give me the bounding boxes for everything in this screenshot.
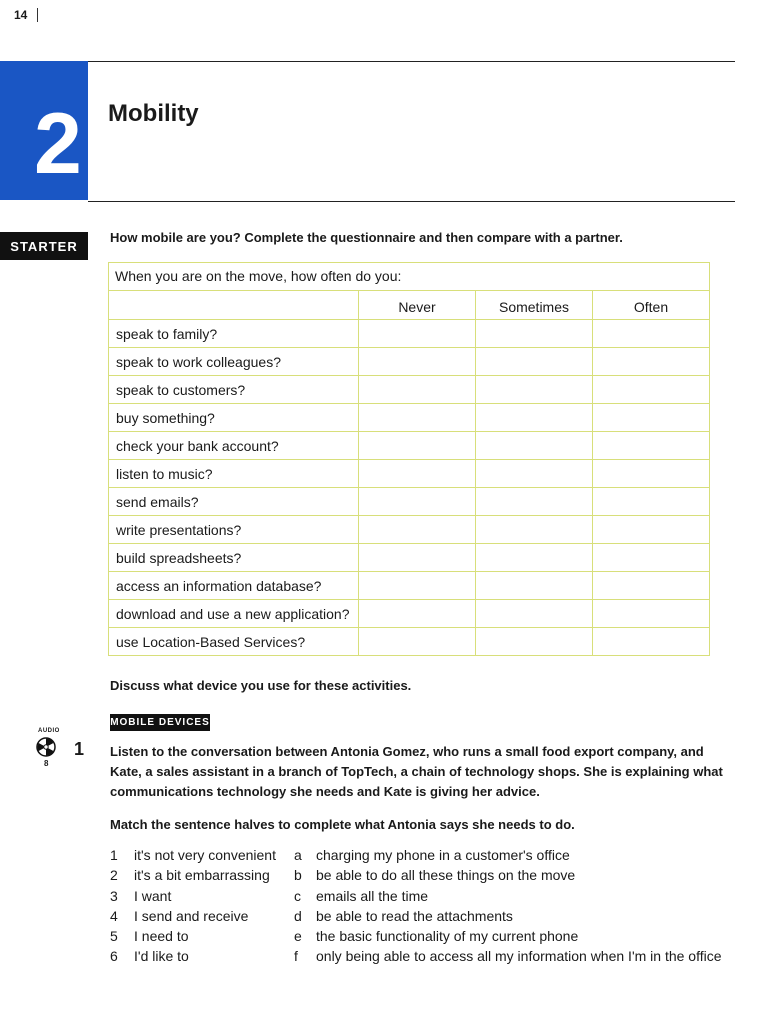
row-divider bbox=[109, 319, 709, 320]
row-label: use Location-Based Services? bbox=[116, 634, 306, 650]
match-instruction: Match the sentence halves to complete what Antonia says she needs to do. bbox=[110, 817, 575, 832]
row-divider bbox=[109, 403, 709, 404]
right-item-letter: e bbox=[294, 928, 302, 944]
left-item-text: I send and receive bbox=[134, 908, 249, 924]
header-rule-bottom bbox=[88, 201, 735, 202]
right-item-letter: f bbox=[294, 948, 298, 964]
row-label: check your bank account? bbox=[116, 438, 279, 454]
left-item-number: 2 bbox=[110, 867, 118, 883]
left-item-number: 5 bbox=[110, 928, 118, 944]
row-label: speak to family? bbox=[116, 326, 218, 342]
column-header-often: Often bbox=[633, 299, 669, 315]
row-divider bbox=[109, 375, 709, 376]
row-divider bbox=[109, 431, 709, 432]
right-item-text: the basic functionality of my current phone bbox=[316, 928, 579, 944]
audio-track-number: 8 bbox=[44, 759, 49, 768]
questionnaire-title: When you are on the move, how often do you: bbox=[109, 263, 709, 291]
column-divider bbox=[358, 291, 359, 655]
right-item-text: emails all the time bbox=[316, 888, 429, 904]
row-divider bbox=[109, 627, 709, 628]
row-label: download and use a new application? bbox=[116, 606, 350, 622]
row-label: listen to music? bbox=[116, 466, 213, 482]
row-divider bbox=[109, 487, 709, 488]
left-item-number: 6 bbox=[110, 948, 118, 964]
page-number-divider bbox=[37, 8, 38, 22]
column-header-never: Never bbox=[398, 299, 436, 315]
right-item-text: charging my phone in a customer's office bbox=[316, 847, 570, 863]
row-divider bbox=[109, 599, 709, 600]
row-divider bbox=[109, 347, 709, 348]
exercise-text: Listen to the conversation between Antonia Gomez, who runs a small food export company, and Kate, a sales assistant in a branch of TopTech, a chain of technology shops. She is explaining what communications technology she needs and Kate is giving her advice. bbox=[110, 744, 723, 799]
row-label: access an information database? bbox=[116, 578, 322, 594]
left-item-text: I want bbox=[134, 888, 172, 904]
column-divider bbox=[475, 291, 476, 655]
row-label: buy something? bbox=[116, 410, 215, 426]
right-item-letter: d bbox=[294, 908, 302, 924]
left-item-text: it's not very convenient bbox=[134, 847, 276, 863]
starter-instruction: How mobile are you? Complete the questionnaire and then compare with a partner. bbox=[110, 230, 623, 245]
row-divider bbox=[109, 543, 709, 544]
chapter-title: Mobility bbox=[108, 100, 199, 127]
audio-label: AUDIO bbox=[38, 728, 60, 734]
starter-label: STARTER bbox=[0, 232, 88, 260]
row-label: build spreadsheets? bbox=[116, 550, 242, 566]
page-number: 14 bbox=[14, 8, 28, 22]
right-item-letter: c bbox=[294, 888, 301, 904]
row-label: send emails? bbox=[116, 494, 199, 510]
discuss-instruction: Discuss what device you use for these activities. bbox=[110, 678, 412, 693]
right-item-text: only being able to access all my information when I'm in the office bbox=[316, 948, 722, 964]
exercise-number: 1 bbox=[74, 739, 85, 759]
row-divider bbox=[109, 459, 709, 460]
header-rule-top bbox=[88, 61, 735, 62]
chapter-block bbox=[0, 61, 88, 200]
left-item-text: I need to bbox=[134, 928, 189, 944]
right-item-letter: a bbox=[294, 847, 302, 863]
section-label: MOBILE DEVICES bbox=[110, 714, 210, 731]
left-item-number: 1 bbox=[110, 847, 118, 863]
left-item-text: it's a bit embarrassing bbox=[134, 867, 270, 883]
left-item-number: 3 bbox=[110, 888, 118, 904]
left-item-number: 4 bbox=[110, 908, 118, 924]
right-item-letter: b bbox=[294, 867, 302, 883]
column-header-sometimes: Sometimes bbox=[498, 299, 570, 315]
column-divider bbox=[592, 291, 593, 655]
row-divider bbox=[109, 571, 709, 572]
row-divider bbox=[109, 515, 709, 516]
row-label: speak to customers? bbox=[116, 382, 246, 398]
left-item-text: I'd like to bbox=[134, 948, 189, 964]
row-label: write presentations? bbox=[116, 522, 242, 538]
questionnaire-table bbox=[108, 262, 710, 656]
chapter-number: 2 bbox=[34, 96, 82, 192]
row-label: speak to work colleagues? bbox=[116, 354, 281, 370]
right-item-text: be able to read the attachments bbox=[316, 908, 513, 924]
right-item-text: be able to do all these things on the move bbox=[316, 867, 576, 883]
